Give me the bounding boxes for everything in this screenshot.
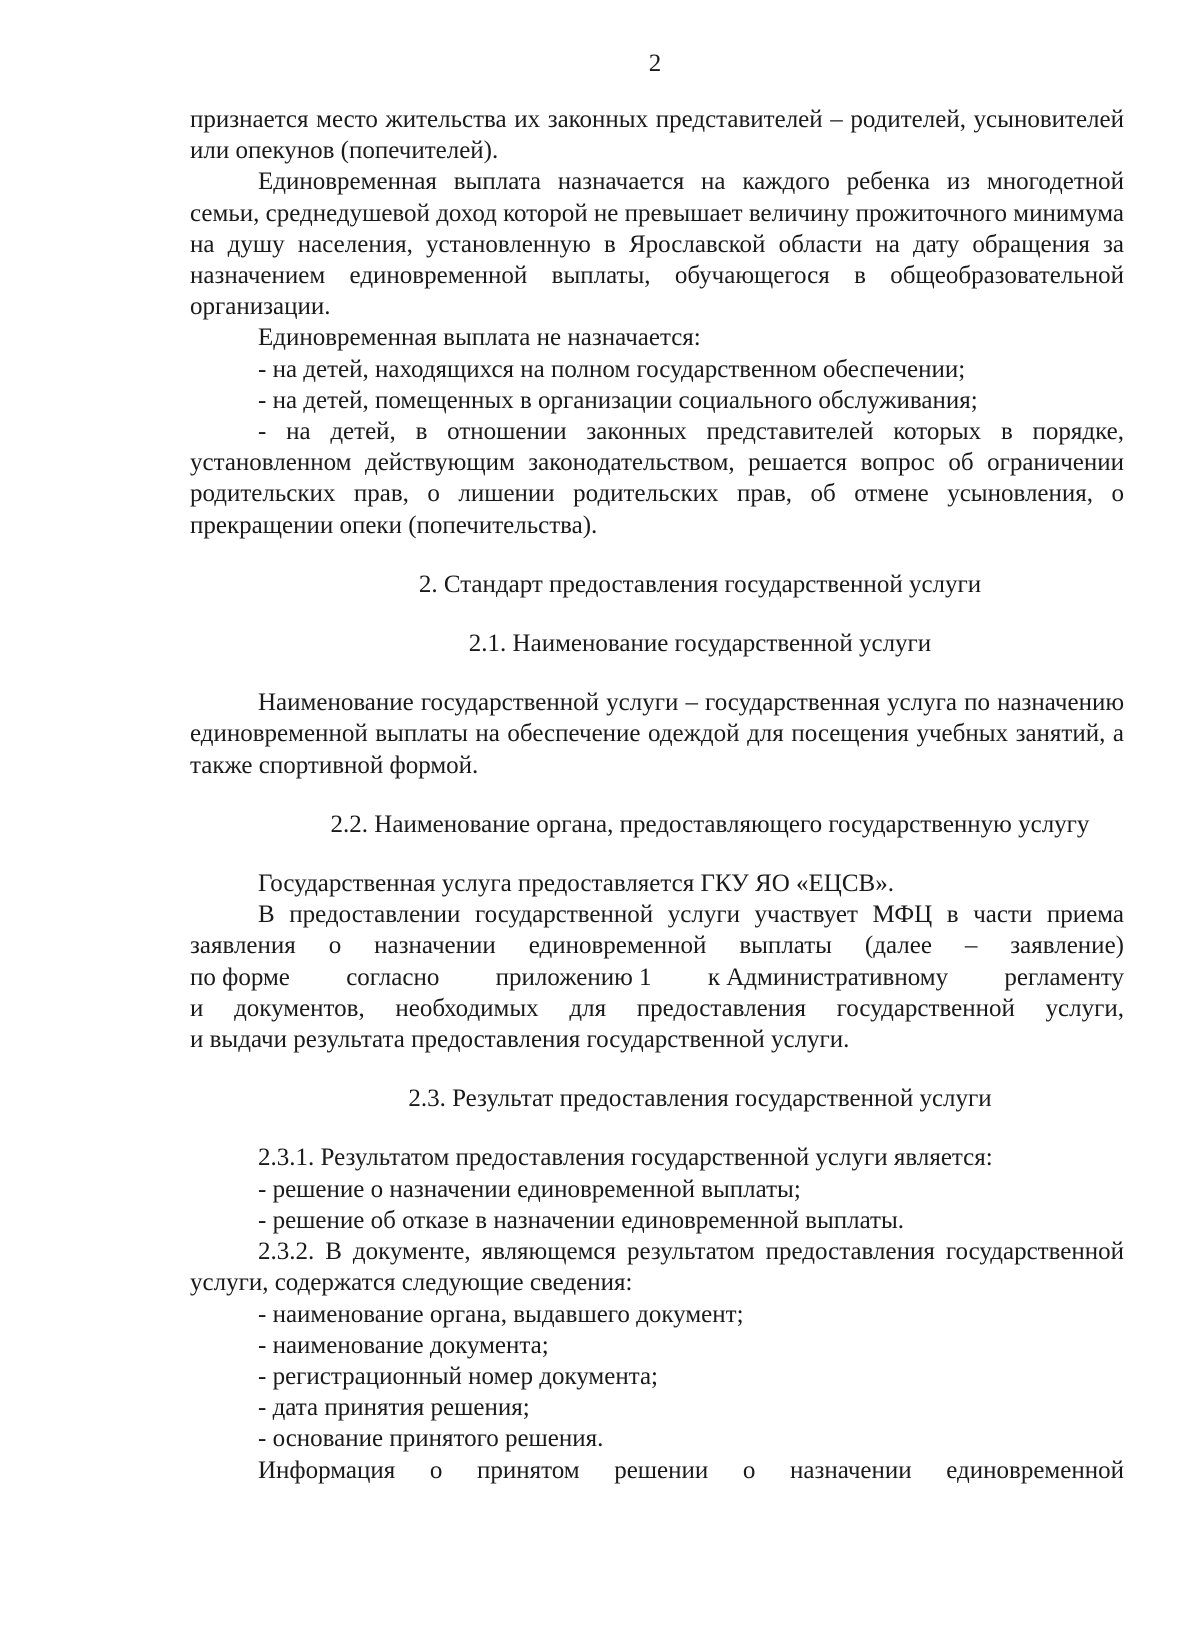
intro-paragraph-eligibility: Единовременная выплата назначается на каждого ребенка из многодетной семьи, среднедушевой доход которой не превышает величину прожиточного минимума на душу населения, установленную в Ярославской области на дату обращения за назначением единовременной выплаты, обучающегося в общеобразовательной организации. [190,168,1124,321]
word: приложению 1 [495,963,652,991]
intro-paragraph-not-assigned: Единовременная выплата не назначается: [258,324,701,352]
section-2-2-paragraph-2-line: и выдачи результата предоставления государственной услуги. [190,1026,850,1054]
intro-paragraph-continued: признается место жительства их законных представителей – родителей, усыновителей или опекунов (попечителей). [190,106,1124,165]
word: по форме [190,963,290,991]
word: к Административному [707,963,949,991]
section-2-2-paragraph-2-line: и документов, необходимых для предоставления государственной услуги, [190,994,1124,1022]
document-body [190,104,1124,1486]
section-2-3-heading: 2.3. Результат предоставления государственной услуги [408,1085,992,1113]
section-2-2-paragraph-1: Государственная услуга предоставляется ГКУ ЯО «ЕЦСВ». [258,870,894,898]
list-item: - основание принятого решения. [258,1425,604,1453]
section-2-2-heading: 2.2. Наименование органа, предоставляющего государственную услугу [330,810,1090,838]
section-2-3-2-paragraph: 2.3.2. В документе, являющемся результатом предоставления государственной услуги, содержатся следующие сведения: [190,1238,1124,1297]
list-item: - наименование органа, выдавшего документ; [258,1300,744,1328]
list-item: - регистрационный номер документа; [258,1362,658,1390]
section-2-2-paragraph-2-line [190,962,1124,993]
page-number: 2 [648,50,662,77]
section-2-heading: 2. Стандарт предоставления государственной услуги [418,570,982,598]
list-item: - на детей, в отношении законных представителей которых в порядке, установленном действующим законодательством, решается вопрос об ограничении родительских прав, о лишении родительских прав, об отмене усыновления, о прекращении опеки (попечительства). [190,418,1124,539]
list-item: - решение о назначении единовременной выплаты; [258,1175,801,1203]
section-2-3-last-paragraph: Информация о принятом решении о назначении единовременной [258,1456,1124,1484]
word: регламенту [1004,963,1124,991]
section-2-3-1-paragraph: 2.3.1. Результатом предоставления государственной услуги является: [258,1144,993,1172]
section-2-1-text: Наименование государственной услуги – государственная услуга по назначению единовременной выплаты на обеспечение одеждой для посещения учебных занятий, а также спортивной формой. [190,689,1124,779]
section-2-2-paragraph-2: В предоставлении государственной услуги участвует МФЦ в части приема заявления о назначении единовременной выплаты (далее – заявление) [190,901,1124,960]
list-item: - на детей, находящихся на полном государственном обеспечении; [258,355,966,383]
list-item: - решение об отказе в назначении единовременной выплаты. [258,1206,905,1234]
list-item: - наименование документа; [258,1331,549,1359]
section-2-1-heading: 2.1. Наименование государственной услуги [468,630,932,658]
list-item: - на детей, помещенных в организации социального обслуживания; [258,386,978,414]
word: согласно [346,963,440,991]
list-item: - дата принятия решения; [258,1394,530,1422]
